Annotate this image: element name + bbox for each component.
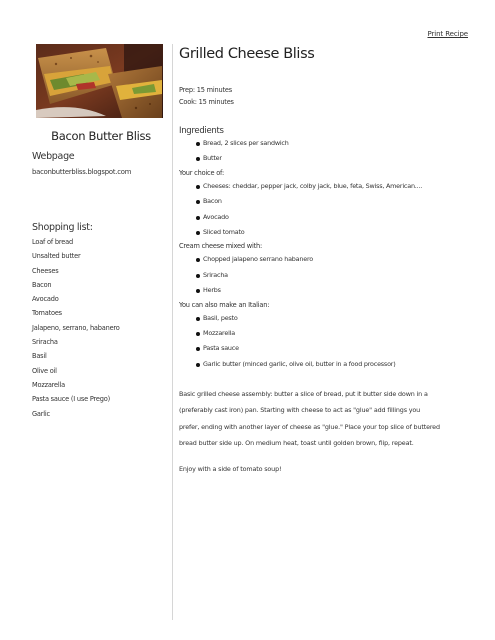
recipe-closing: Enjoy with a side of tomato soup! <box>179 465 282 474</box>
webpage-heading: Webpage <box>32 151 75 162</box>
ingredient-text: Sliced tomato <box>203 228 245 237</box>
recipe-times <box>179 84 469 108</box>
ingredient-text: Garlic butter (minced garlic, olive oil, butter in a food processor) <box>203 359 396 368</box>
ingredient-item <box>179 210 469 225</box>
shopping-item: Sriracha <box>32 338 58 347</box>
ingredient-item <box>179 225 469 240</box>
ingredient-text: Bread, 2 slices per sandwich <box>203 139 289 147</box>
shopping-item: Garlic <box>32 409 50 418</box>
shopping-item: Tomatoes <box>32 309 62 318</box>
shopping-list-section <box>32 222 167 421</box>
ingredient-text: Bacon <box>203 197 222 206</box>
cook-time: Cook: 15 minutes <box>179 98 234 106</box>
ingredient-item <box>179 283 469 298</box>
bullet-icon <box>196 274 200 278</box>
shopping-item: Olive oil <box>32 366 57 375</box>
italian-list <box>179 311 469 373</box>
ingredient-text: Basil, pesto <box>203 313 238 322</box>
recipe-title: Grilled Cheese Bliss <box>179 46 315 62</box>
ingredient-text: Avocado <box>203 212 229 221</box>
ingredient-item <box>179 326 469 341</box>
webpage-url[interactable]: baconbutterbliss.blogspot.com <box>32 168 132 176</box>
ingredient-text: Herbs <box>203 286 221 295</box>
shopping-item: Loaf of bread <box>32 238 73 246</box>
prep-time: Prep: 15 minutes <box>179 86 232 94</box>
sandwich-photo-illustration <box>36 44 163 118</box>
sidebar <box>32 44 167 421</box>
base-ingredients-list <box>179 136 469 167</box>
shopping-item: Pasta sauce (I use Prego) <box>32 395 110 404</box>
recipe-instructions: Basic grilled cheese assembly: butter a slice of bread, put it butter side down in a (preferably cast iron) pan. Starting with cheese to act as "glue" add fillings you prefer, ending with another layer of cheese as "glue." Place your top slice of buttered bread butter side up. On medium heat, toast until golden brown, flip, repeat. <box>179 390 440 447</box>
shopping-item: Mozzarella <box>32 380 66 389</box>
ingredient-text: Cheeses: cheddar, pepper jack, colby jack, blue, feta, Swiss, American.... <box>203 181 423 190</box>
shopping-item: Unsalted butter <box>32 252 81 261</box>
recipe-main <box>179 46 469 479</box>
column-divider <box>172 44 173 620</box>
bullet-icon <box>196 332 200 336</box>
bullet-icon <box>196 231 200 235</box>
ingredient-text: Butter <box>203 154 222 163</box>
ingredient-text: Sriracha <box>203 270 228 279</box>
shopping-item: Avocado <box>32 295 59 304</box>
bullet-icon <box>196 185 200 189</box>
choice-ingredients-list <box>179 179 469 241</box>
italian-label: You can also make an Italian: <box>179 300 270 309</box>
ingredient-item <box>179 136 469 151</box>
ingredient-item <box>179 341 469 356</box>
shopping-item: Jalapeno, serrano, habanero <box>32 323 120 332</box>
bullet-icon <box>196 142 200 146</box>
bullet-icon <box>196 157 200 161</box>
ingredient-item <box>179 268 469 283</box>
ingredient-item <box>179 151 469 166</box>
ingredients-heading: Ingredients <box>179 126 224 136</box>
bullet-icon <box>196 216 200 220</box>
shopping-list <box>32 235 167 421</box>
ingredient-item <box>179 357 469 372</box>
ingredient-item <box>179 311 469 326</box>
choice-label: Your choice of: <box>179 168 224 177</box>
ingredient-text: Chopped jalapeno serrano habanero <box>203 255 313 264</box>
ingredient-item <box>179 252 469 267</box>
bullet-icon <box>196 347 200 351</box>
shopping-item: Cheeses <box>32 266 59 275</box>
shopping-item: Basil <box>32 352 47 361</box>
bullet-icon <box>196 289 200 293</box>
ingredient-item <box>179 194 469 209</box>
ingredient-item <box>179 179 469 194</box>
print-recipe-link[interactable]: Print Recipe <box>427 30 468 38</box>
ingredient-text: Pasta sauce <box>203 344 239 353</box>
bullet-icon <box>196 363 200 367</box>
bullet-icon <box>196 258 200 262</box>
ingredient-text: Mozzarella <box>203 329 235 338</box>
cream-cheese-label: Cream cheese mixed with: <box>179 242 262 251</box>
blog-title: Bacon Butter Bliss <box>51 129 151 143</box>
shopping-list-heading: Shopping list: <box>32 222 93 233</box>
shopping-item: Bacon <box>32 280 52 289</box>
bullet-icon <box>196 200 200 204</box>
cream-cheese-list <box>179 252 469 298</box>
bullet-icon <box>196 317 200 321</box>
sandwich-photo <box>36 44 163 118</box>
